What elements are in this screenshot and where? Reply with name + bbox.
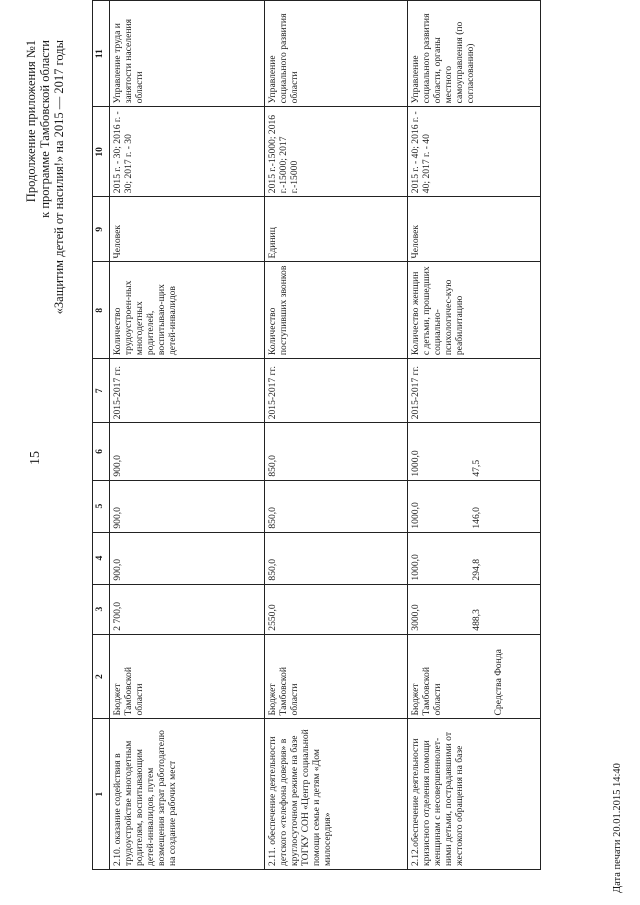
unit-cell: Человек xyxy=(110,197,265,262)
funding-source-cell: Бюджет Тамбовской области xyxy=(265,634,408,719)
funding-source-budget: Бюджет Тамбовской области xyxy=(410,667,443,716)
funding-source-fund: Средства Фонда xyxy=(493,649,504,716)
amount-2015-budget: 1000,0 xyxy=(410,554,421,581)
amount-2016-budget: 1000,0 xyxy=(410,502,421,529)
amount-2016-cell xyxy=(408,480,541,532)
total-amount-cell: 2550,0 xyxy=(265,584,408,634)
measure-cell: 2.12.обеспечение деятельности кризисного отделения помощи женщинам с несовершеннолет-ними детьми, пострадавшими от жестокого обращения на базе xyxy=(408,719,541,870)
amount-2016-fund: 146,0 xyxy=(471,507,482,529)
header-line-1: Продолжение приложения №1 xyxy=(24,40,38,203)
amount-2015-cell: 900,0 xyxy=(110,532,265,584)
amount-2016-cell: 900,0 xyxy=(110,480,265,532)
unit-cell: Единиц xyxy=(265,197,408,262)
indicator-cell: Количество поступивших звонков xyxy=(265,262,408,359)
unit-cell: Человек xyxy=(408,197,541,262)
funding-source-cell xyxy=(408,634,541,719)
executor-cell: Управление социального развития области xyxy=(265,1,408,107)
target-values-cell: 2015 г. - 40; 2016 г. - 40; 2017 г. - 40 xyxy=(408,107,541,197)
print-date: Дата печати 20.01.2015 14:40 xyxy=(612,763,623,893)
amount-2017-cell xyxy=(408,423,541,480)
header-line-2: к программе Тамбовской области xyxy=(38,40,52,218)
executor-cell: Управление труда и занятости населения области xyxy=(110,1,265,107)
indicator-cell: Количество женщин с детьми, прошедших социально-психологичес-кую реабилитацию xyxy=(408,262,541,359)
table-row xyxy=(408,1,541,870)
total-amount-cell: 2 700,0 xyxy=(110,584,265,634)
page-number: 15 xyxy=(28,451,43,465)
column-number-row xyxy=(93,1,110,870)
total-amount-budget: 3000,0 xyxy=(410,604,421,631)
measure-cell: 2.11. обеспечение деятельности детского «телефона доверия» в круглосуточном режиме на базе ТОГКУ СОН «Центр социальной помощи семье и детям «Дом милосердия» xyxy=(265,719,408,870)
amount-2015-cell xyxy=(408,532,541,584)
amount-2016-cell: 850,0 xyxy=(265,480,408,532)
measure-cell: 2.10. оказание содействия в трудоустройстве многодетным родителям, воспитывающим детей-инвалидов, путем возмещения затрат работодателю на создание рабочих мест xyxy=(110,719,265,870)
column-number: 7 xyxy=(93,359,110,423)
amount-2017-fund: 47,5 xyxy=(471,459,482,477)
column-number: 1 xyxy=(93,719,110,870)
table-row xyxy=(110,1,265,870)
period-cell: 2015-2017 гг. xyxy=(265,359,408,423)
column-number: 11 xyxy=(93,1,110,107)
total-amount-cell xyxy=(408,584,541,634)
table-row xyxy=(265,1,408,870)
target-values-cell: 2015 г. - 30; 2016 г. - 30; 2017 г. - 30 xyxy=(110,107,265,197)
amount-2015-cell: 850,0 xyxy=(265,532,408,584)
amount-2017-budget: 1000,0 xyxy=(410,450,421,477)
total-amount-fund: 488,3 xyxy=(471,609,482,631)
period-cell: 2015-2017 гг. xyxy=(408,359,541,423)
program-measures-table xyxy=(92,0,541,870)
column-number: 4 xyxy=(93,532,110,584)
indicator-cell: Количество трудоустроен-ных многодетных родителей, воспитываю-щих детей-инвалидов xyxy=(110,262,265,359)
executor-cell: Управление социального развития области, органы местного самоуправления (по согласованию) xyxy=(408,1,541,107)
column-number: 6 xyxy=(93,423,110,480)
header-line-3: «Защитим детей от насилия!» на 2015 — 2017 годы xyxy=(52,40,66,315)
column-number: 5 xyxy=(93,480,110,532)
amount-2017-cell: 900,0 xyxy=(110,423,265,480)
funding-source-cell: Бюджет Тамбовской области xyxy=(110,634,265,719)
amount-2015-fund: 294,8 xyxy=(471,558,482,581)
target-values-cell: 2015 г.-15000; 2016 г.-15000; 2017 г.-15000 xyxy=(265,107,408,197)
period-cell: 2015-2017 гг. xyxy=(110,359,265,423)
column-number: 2 xyxy=(93,634,110,719)
column-number: 8 xyxy=(93,262,110,359)
column-number: 3 xyxy=(93,584,110,634)
amount-2017-cell: 850,0 xyxy=(265,423,408,480)
column-number: 9 xyxy=(93,197,110,262)
column-number: 10 xyxy=(93,107,110,197)
